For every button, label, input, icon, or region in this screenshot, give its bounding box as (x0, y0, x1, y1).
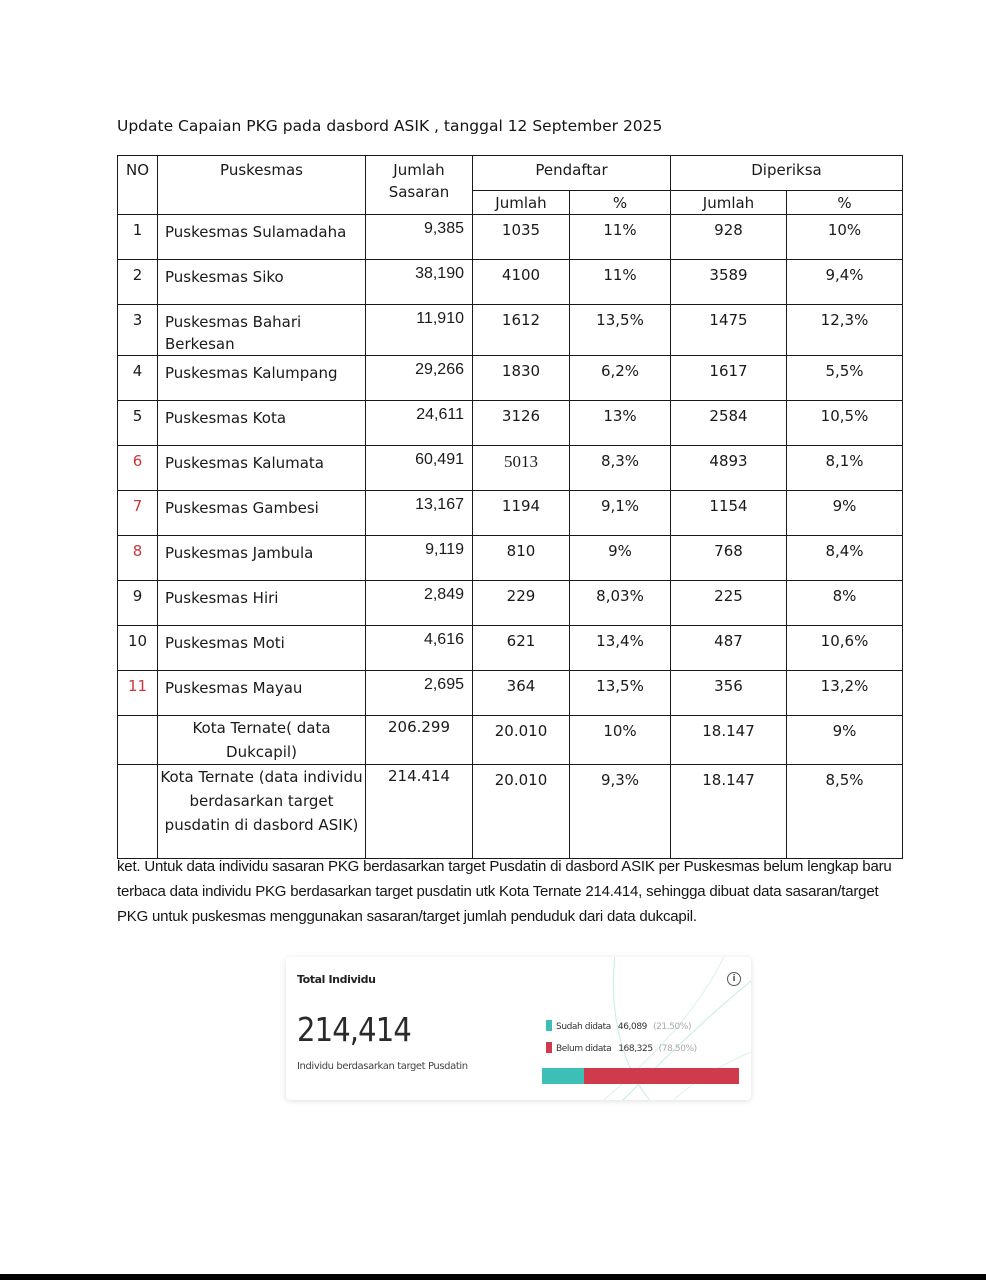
card-subtitle: Individu berdasarkan target Pusdatin (297, 1061, 468, 1072)
pendaftar-jumlah: 1830 (473, 356, 570, 401)
diperiksa-jumlah: 487 (671, 626, 787, 671)
diperiksa-jumlah: 1617 (671, 356, 787, 401)
puskesmas-name: Puskesmas Bahari Berkesan (158, 305, 366, 356)
pendaftar-persen: 13,4% (570, 626, 671, 671)
total-name: Kota Ternate (data individu berdasarkan target pusdatin di dasbord ASIK) (158, 765, 366, 859)
legend-percent: (21.50%) (653, 1022, 692, 1032)
row-number: 9 (118, 581, 158, 626)
diperiksa-jumlah: 768 (671, 536, 787, 581)
progress-bar (542, 1068, 739, 1084)
pendaftar-jumlah: 1035 (473, 215, 570, 260)
total-row (118, 716, 903, 765)
card-title: Total Individu (297, 973, 376, 986)
table-row (118, 401, 903, 446)
total-individu-card (286, 957, 751, 1100)
legend-label: Sudah didata (556, 1022, 611, 1032)
header-no: NO (118, 156, 158, 215)
row-number: 2 (118, 260, 158, 305)
total-pendaftar-persen: 9,3% (570, 765, 671, 859)
progress-segment-sudah (542, 1068, 584, 1084)
header-puskesmas: Puskesmas (158, 156, 366, 215)
pendaftar-persen: 6,2% (570, 356, 671, 401)
jumlah-sasaran: 60,491 (366, 446, 473, 491)
note-paragraph: ket. Untuk data individu sasaran PKG berdasarkan target Pusdatin di dasbord ASIK per Puskesmas belum lengkap baru terbaca data individu PKG berdasarkan target pusdatin utk Kota Ternate 214.414, sehingga dibuat data sasaran/target PKG untuk puskesmas menggunakan sasaran/target jumlah penduduk dari data dukcapil. (117, 858, 892, 925)
legend-sudah-didata (546, 1020, 691, 1032)
row-number: 8 (118, 536, 158, 581)
table-row (118, 671, 903, 716)
total-diperiksa-persen: 8,5% (787, 765, 903, 859)
legend-count: 46,089 (617, 1022, 647, 1032)
table-row (118, 260, 903, 305)
row-number: 6 (118, 446, 158, 491)
legend-swatch-belum (546, 1042, 552, 1053)
pkg-achievement-table (117, 155, 903, 859)
total-diperiksa-jumlah: 18.147 (671, 765, 787, 859)
pendaftar-jumlah: 1194 (473, 491, 570, 536)
header-diperiksa-jumlah: Jumlah (671, 191, 787, 215)
jumlah-sasaran: 9,119 (366, 536, 473, 581)
puskesmas-name: Puskesmas Moti (158, 626, 366, 671)
table-row (118, 491, 903, 536)
diperiksa-jumlah: 356 (671, 671, 787, 716)
diperiksa-persen: 9,4% (787, 260, 903, 305)
bottom-edge (0, 1274, 986, 1280)
table-row (118, 536, 903, 581)
puskesmas-name: Puskesmas Mayau (158, 671, 366, 716)
diperiksa-jumlah: 3589 (671, 260, 787, 305)
pendaftar-jumlah: 3126 (473, 401, 570, 446)
table-row (118, 356, 903, 401)
row-number: 3 (118, 305, 158, 356)
total-diperiksa-jumlah: 18.147 (671, 716, 787, 765)
row-number: 10 (118, 626, 158, 671)
header-diperiksa: Diperiksa (671, 156, 903, 191)
pendaftar-persen: 8,3% (570, 446, 671, 491)
legend-label: Belum didata (556, 1044, 612, 1054)
jumlah-sasaran: 9,385 (366, 215, 473, 260)
legend-belum-didata (546, 1042, 697, 1054)
pendaftar-jumlah: 5013 (473, 446, 570, 491)
total-sasaran: 214.414 (366, 765, 473, 859)
table-row (118, 215, 903, 260)
diperiksa-persen: 10% (787, 215, 903, 260)
pendaftar-jumlah: 229 (473, 581, 570, 626)
total-row (118, 765, 903, 859)
jumlah-sasaran: 2,849 (366, 581, 473, 626)
jumlah-sasaran: 11,910 (366, 305, 473, 356)
pendaftar-jumlah: 1612 (473, 305, 570, 356)
jumlah-sasaran: 2,695 (366, 671, 473, 716)
row-number: 11 (118, 671, 158, 716)
progress-segment-belum (584, 1068, 739, 1084)
diperiksa-jumlah: 4893 (671, 446, 787, 491)
diperiksa-persen: 9% (787, 491, 903, 536)
row-number: 5 (118, 401, 158, 446)
total-pendaftar-jumlah: 20.010 (473, 716, 570, 765)
total-diperiksa-persen: 9% (787, 716, 903, 765)
row-number: 4 (118, 356, 158, 401)
diperiksa-jumlah: 1154 (671, 491, 787, 536)
total-pendaftar-persen: 10% (570, 716, 671, 765)
row-number: 7 (118, 491, 158, 536)
diperiksa-persen: 8,1% (787, 446, 903, 491)
empty-cell (118, 716, 158, 765)
table-row (118, 581, 903, 626)
table-row (118, 626, 903, 671)
diperiksa-persen: 8,4% (787, 536, 903, 581)
diperiksa-persen: 12,3% (787, 305, 903, 356)
pendaftar-jumlah: 810 (473, 536, 570, 581)
puskesmas-name: Puskesmas Siko (158, 260, 366, 305)
row-number: 1 (118, 215, 158, 260)
pendaftar-persen: 9,1% (570, 491, 671, 536)
pendaftar-persen: 13% (570, 401, 671, 446)
pendaftar-persen: 13,5% (570, 671, 671, 716)
header-pendaftar-jumlah: Jumlah (473, 191, 570, 215)
diperiksa-jumlah: 1475 (671, 305, 787, 356)
diperiksa-persen: 13,2% (787, 671, 903, 716)
diperiksa-persen: 10,6% (787, 626, 903, 671)
pendaftar-persen: 9% (570, 536, 671, 581)
total-name: Kota Ternate( data Dukcapil) (158, 716, 366, 765)
puskesmas-name: Puskesmas Kota (158, 401, 366, 446)
jumlah-sasaran: 13,167 (366, 491, 473, 536)
puskesmas-name: Puskesmas Kalumata (158, 446, 366, 491)
header-jumlah-sasaran: Jumlah Sasaran (366, 156, 473, 215)
puskesmas-name: Puskesmas Jambula (158, 536, 366, 581)
legend-count: 168,325 (618, 1044, 653, 1054)
diperiksa-jumlah: 928 (671, 215, 787, 260)
header-pendaftar-persen: % (570, 191, 671, 215)
diperiksa-jumlah: 225 (671, 581, 787, 626)
puskesmas-name: Puskesmas Kalumpang (158, 356, 366, 401)
pendaftar-jumlah: 621 (473, 626, 570, 671)
table-row (118, 305, 903, 356)
jumlah-sasaran: 38,190 (366, 260, 473, 305)
table-row (118, 446, 903, 491)
empty-cell (118, 765, 158, 859)
jumlah-sasaran: 24,611 (366, 401, 473, 446)
document-title: Update Capaian PKG pada dasbord ASIK , tanggal 12 September 2025 (117, 117, 663, 135)
total-value: 214,414 (297, 1010, 411, 1049)
header-diperiksa-persen: % (787, 191, 903, 215)
diperiksa-persen: 8% (787, 581, 903, 626)
puskesmas-name: Puskesmas Gambesi (158, 491, 366, 536)
puskesmas-name: Puskesmas Hiri (158, 581, 366, 626)
diperiksa-jumlah: 2584 (671, 401, 787, 446)
pendaftar-persen: 11% (570, 215, 671, 260)
pendaftar-persen: 8,03% (570, 581, 671, 626)
header-pendaftar: Pendaftar (473, 156, 671, 191)
total-pendaftar-jumlah: 20.010 (473, 765, 570, 859)
diperiksa-persen: 10,5% (787, 401, 903, 446)
puskesmas-name: Puskesmas Sulamadaha (158, 215, 366, 260)
pendaftar-jumlah: 364 (473, 671, 570, 716)
total-sasaran: 206.299 (366, 716, 473, 765)
jumlah-sasaran: 4,616 (366, 626, 473, 671)
diperiksa-persen: 5,5% (787, 356, 903, 401)
pendaftar-jumlah: 4100 (473, 260, 570, 305)
legend-percent: (78.50%) (658, 1044, 697, 1054)
pendaftar-persen: 11% (570, 260, 671, 305)
jumlah-sasaran: 29,266 (366, 356, 473, 401)
info-icon[interactable]: i (727, 972, 741, 986)
pendaftar-persen: 13,5% (570, 305, 671, 356)
legend-swatch-sudah (546, 1020, 552, 1031)
